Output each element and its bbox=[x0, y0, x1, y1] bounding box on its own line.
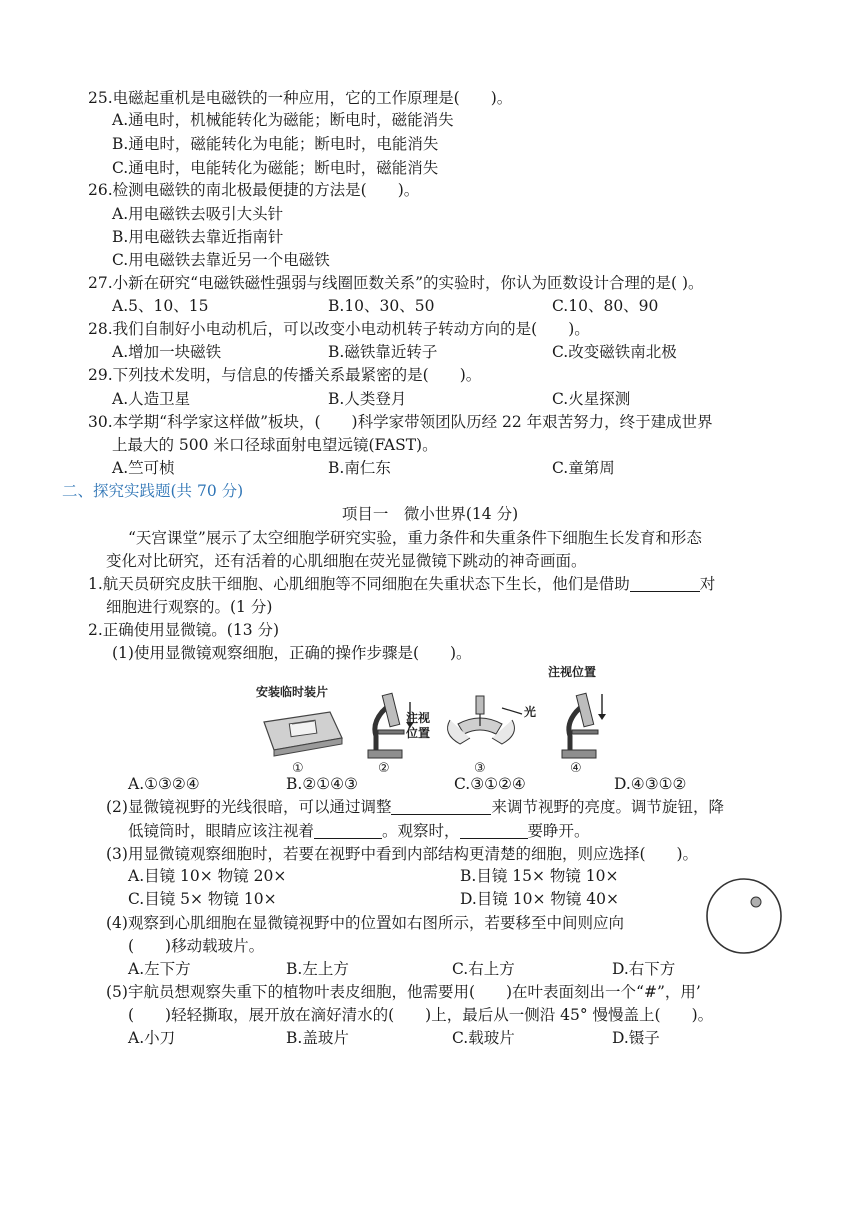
q26-option-c: C.用电磁铁去靠近另一个电磁铁 bbox=[112, 251, 330, 269]
sub1-option-c: C.③①②④ bbox=[454, 775, 526, 793]
sub3-option-d: D.目镜 10× 物镜 40× bbox=[460, 890, 620, 908]
hands-light-icon bbox=[448, 696, 522, 744]
microscope-steps-figure bbox=[250, 664, 620, 772]
q29-option-a: A.人造卫星 bbox=[112, 390, 191, 408]
sub3-option-a: A.目镜 10× 物镜 20× bbox=[128, 867, 287, 885]
sub4-option-c: C.右上方 bbox=[452, 960, 515, 978]
q25-option-b: B.通电时，磁能转化为电能；断电时，电能消失 bbox=[112, 135, 439, 153]
sub2-text-e: 要睁开。 bbox=[527, 822, 590, 840]
fig-label-light: 光 bbox=[524, 705, 537, 719]
sub2-text-d: 。观察时， bbox=[382, 822, 460, 840]
p1-q1-text: 1.航天员研究皮肤干细胞、心肌细胞等不同细胞在失重状态下生长，他们是借助 bbox=[88, 575, 630, 593]
q28-option-c: C.改变磁铁南北极 bbox=[552, 343, 677, 361]
fig-number-4: ④ bbox=[570, 761, 582, 772]
sub4-option-a: A.左下方 bbox=[128, 960, 191, 978]
q25-option-a: A.通电时，机械能转化为磁能；断电时，磁能消失 bbox=[112, 111, 454, 129]
p1-q1-line2: 细胞进行观察的。(1 分) bbox=[106, 598, 273, 616]
q25-option-c: C.通电时，电能转化为磁能；断电时，磁能消失 bbox=[112, 159, 439, 177]
p1-q1-line1 bbox=[88, 574, 715, 594]
sub4-line1: (4)观察到心肌细胞在显微镜视野中的位置如右图所示，若要移至中间则应向 bbox=[106, 914, 624, 932]
intro-line2: 变化对比研究，还有活着的心肌细胞在荧光显微镜下跳动的神奇画面。 bbox=[106, 552, 587, 570]
sub2-text-b: 来调节视野的亮度。调节旋钮，降 bbox=[491, 798, 724, 816]
sub1-option-d: D.④③①② bbox=[614, 775, 687, 793]
fig-label-pos: 位置 bbox=[406, 726, 431, 740]
q30-stem-line2: 上最大的 500 米口径球面射电望远镜(FAST)。 bbox=[112, 436, 438, 454]
fig-label-mount: 安装临时装片 bbox=[256, 685, 329, 699]
p1-q2-heading: 2.正确使用显微镜。(13 分) bbox=[88, 621, 280, 639]
answer-blank[interactable] bbox=[460, 822, 528, 839]
q29-option-b: B.人类登月 bbox=[328, 390, 407, 408]
sub5-option-c: C.载玻片 bbox=[452, 1029, 515, 1047]
sub2-line2 bbox=[128, 821, 590, 841]
q27-option-c: C.10、80、90 bbox=[552, 297, 659, 315]
sub2-text-a: (2)显微镜视野的光线很暗，可以通过调整 bbox=[106, 798, 392, 816]
fig-label-gaze: 注视 bbox=[406, 711, 431, 725]
q27-stem: 27.小新在研究“电磁铁磁性强弱与线圈匝数关系”的实验时，你认为匝数设计合理的是( )。 bbox=[88, 274, 704, 292]
q26-stem: 26.检测电磁铁的南北极最便捷的方法是( )。 bbox=[88, 181, 420, 199]
answer-blank[interactable] bbox=[391, 798, 491, 815]
q29-option-c: C.火星探测 bbox=[552, 390, 631, 408]
sub5-option-a: A.小刀 bbox=[128, 1029, 176, 1047]
q30-option-c: C.童第周 bbox=[552, 459, 615, 477]
q30-option-a: A.竺可桢 bbox=[112, 459, 175, 477]
q27-option-b: B.10、30、50 bbox=[328, 297, 435, 315]
answer-blank[interactable] bbox=[630, 575, 700, 592]
sub4-option-d: D.右下方 bbox=[612, 960, 676, 978]
sub1-option-a: A.①③②④ bbox=[128, 775, 200, 793]
fig-number-3: ③ bbox=[474, 761, 486, 772]
microscope-field-figure bbox=[704, 876, 784, 956]
sub1-stem: (1)使用显微镜观察细胞，正确的操作步骤是( )。 bbox=[112, 644, 472, 662]
q27-option-a: A.5、10、15 bbox=[112, 297, 209, 315]
cell-dot bbox=[751, 897, 761, 907]
sub2-line1 bbox=[106, 797, 724, 817]
sub5-line1: (5)宇航员想观察失重下的植物叶表皮细胞，他需要用( )在叶表面刻出一个“#”，用’ bbox=[106, 983, 701, 1001]
q26-option-a: A.用电磁铁去吸引大头针 bbox=[112, 205, 284, 223]
q28-option-a: A.增加一块磁铁 bbox=[112, 343, 222, 361]
answer-blank[interactable] bbox=[314, 822, 382, 839]
sub4-line2: ( )移动载玻片。 bbox=[128, 937, 265, 955]
sub3-stem: (3)用显微镜观察细胞时，若要在视野中看到内部结构更清楚的细胞，则应选择( )。 bbox=[106, 845, 699, 863]
intro-line1: “天宫课堂”展示了太空细胞学研究实验，重力条件和失重条件下细胞生长发育和形态 bbox=[128, 529, 702, 547]
q29-stem: 29.下列技术发明，与信息的传播关系最紧密的是( )。 bbox=[88, 366, 482, 384]
slide-icon bbox=[264, 712, 342, 756]
fig-number-2: ② bbox=[378, 761, 390, 772]
fig-label-gaze-pos: 注视位置 bbox=[548, 665, 597, 679]
sub5-option-d: D.镊子 bbox=[612, 1029, 660, 1047]
q30-stem-line1: 30.本学期“科学家这样做”板块，( )科学家带领团队历经 22 年艰苦努力，终于建成世界 bbox=[88, 413, 713, 431]
project-title: 项目一 微小世界(14 分) bbox=[341, 505, 519, 523]
p1-q1-text-end: 对 bbox=[699, 575, 716, 593]
sub5-line2: ( )轻轻撕取，展开放在滴好清水的( )上，最后从一侧沿 45° 慢慢盖上( )。 bbox=[128, 1006, 714, 1024]
q25-stem: 25.电磁起重机是电磁铁的一种应用，它的工作原理是( )。 bbox=[88, 89, 513, 107]
q28-option-b: B.磁铁靠近转子 bbox=[328, 343, 438, 361]
sub4-option-b: B.左上方 bbox=[286, 960, 349, 978]
sub1-option-b: B.②①④③ bbox=[286, 775, 358, 793]
q26-option-b: B.用电磁铁去靠近指南针 bbox=[112, 228, 284, 246]
sub3-option-b: B.目镜 15× 物镜 10× bbox=[460, 867, 619, 885]
sub3-option-c: C.目镜 5× 物镜 10× bbox=[128, 890, 277, 908]
section-heading: 二、探究实践题(共 70 分) bbox=[62, 482, 244, 500]
q28-stem: 28.我们自制好小电动机后，可以改变小电动机转子转动方向的是( )。 bbox=[88, 320, 590, 338]
fig-number-1: ① bbox=[292, 761, 304, 772]
q30-option-b: B.南仁东 bbox=[328, 459, 391, 477]
sub5-option-b: B.盖玻片 bbox=[286, 1029, 349, 1047]
microscope-icon-4 bbox=[562, 693, 606, 758]
sub2-text-c: 低镜筒时，眼睛应该注视着 bbox=[128, 822, 315, 840]
